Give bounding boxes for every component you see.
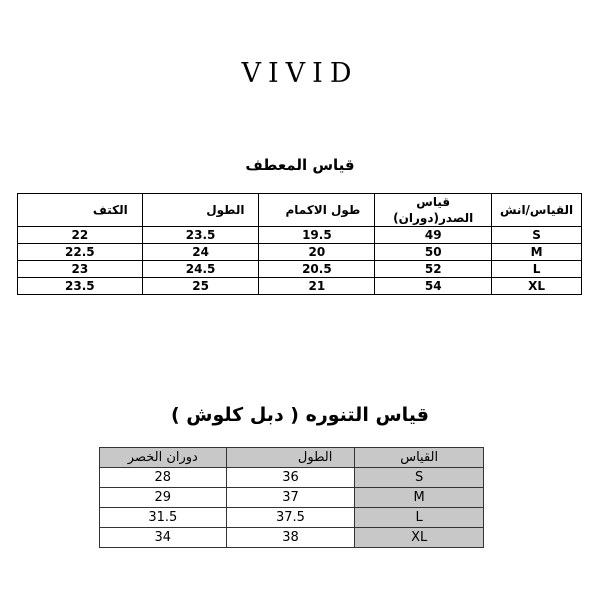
coat-cell-shoulder: 22: [18, 227, 143, 244]
table-row: [100, 468, 484, 488]
brand-logo: VIVID: [241, 58, 359, 89]
skirt-cell-waist: 34: [100, 528, 227, 548]
coat-header-row: [18, 194, 582, 227]
skirt-cell-length: 37: [226, 488, 355, 508]
coat-cell-shoulder: 23: [18, 261, 143, 278]
skirt-cell-waist: 31.5: [100, 508, 227, 528]
table-row: [100, 528, 484, 548]
coat-cell-chest: 52: [375, 261, 492, 278]
skirt-cell-size: M: [355, 488, 484, 508]
skirt-size-title: قياس التنوره ( دبل كلوش ): [171, 404, 429, 426]
table-row: [18, 227, 582, 244]
coat-cell-length: 24.5: [142, 261, 259, 278]
skirt-header-length: الطول: [226, 448, 355, 468]
coat-header-shoulder: الكتف: [18, 194, 143, 227]
skirt-cell-length: 38: [226, 528, 355, 548]
coat-header-length: الطول: [142, 194, 259, 227]
coat-cell-chest: 54: [375, 278, 492, 295]
coat-cell-length: 25: [142, 278, 259, 295]
skirt-cell-size: S: [355, 468, 484, 488]
table-row: [18, 261, 582, 278]
table-row: [100, 508, 484, 528]
coat-cell-chest: 49: [375, 227, 492, 244]
coat-size-title: قياس المعطف: [245, 156, 355, 174]
coat-cell-sleeve: 20.5: [259, 261, 375, 278]
coat-cell-sleeve: 20: [259, 244, 375, 261]
coat-size-table: [17, 193, 582, 295]
coat-cell-sleeve: 21: [259, 278, 375, 295]
coat-header-chest: قياس الصدر(دوران): [375, 194, 492, 227]
skirt-cell-length: 37.5: [226, 508, 355, 528]
coat-cell-size: L: [492, 261, 582, 278]
coat-cell-size: XL: [492, 278, 582, 295]
skirt-cell-size: XL: [355, 528, 484, 548]
skirt-header-waist: دوران الخصر: [100, 448, 227, 468]
skirt-header-row: [100, 448, 484, 468]
coat-cell-chest: 50: [375, 244, 492, 261]
coat-cell-shoulder: 23.5: [18, 278, 143, 295]
skirt-cell-waist: 28: [100, 468, 227, 488]
table-row: [100, 488, 484, 508]
skirt-header-size: القياس: [355, 448, 484, 468]
coat-header-size: القياس/انش: [492, 194, 582, 227]
coat-cell-sleeve: 19.5: [259, 227, 375, 244]
table-row: [18, 244, 582, 261]
skirt-cell-size: L: [355, 508, 484, 528]
skirt-size-table: [99, 447, 484, 548]
coat-header-sleeve-length: طول الاكمام: [259, 194, 375, 227]
table-row: [18, 278, 582, 295]
coat-cell-length: 23.5: [142, 227, 259, 244]
coat-cell-shoulder: 22.5: [18, 244, 143, 261]
coat-cell-size: S: [492, 227, 582, 244]
coat-cell-length: 24: [142, 244, 259, 261]
skirt-cell-length: 36: [226, 468, 355, 488]
coat-cell-size: M: [492, 244, 582, 261]
skirt-cell-waist: 29: [100, 488, 227, 508]
